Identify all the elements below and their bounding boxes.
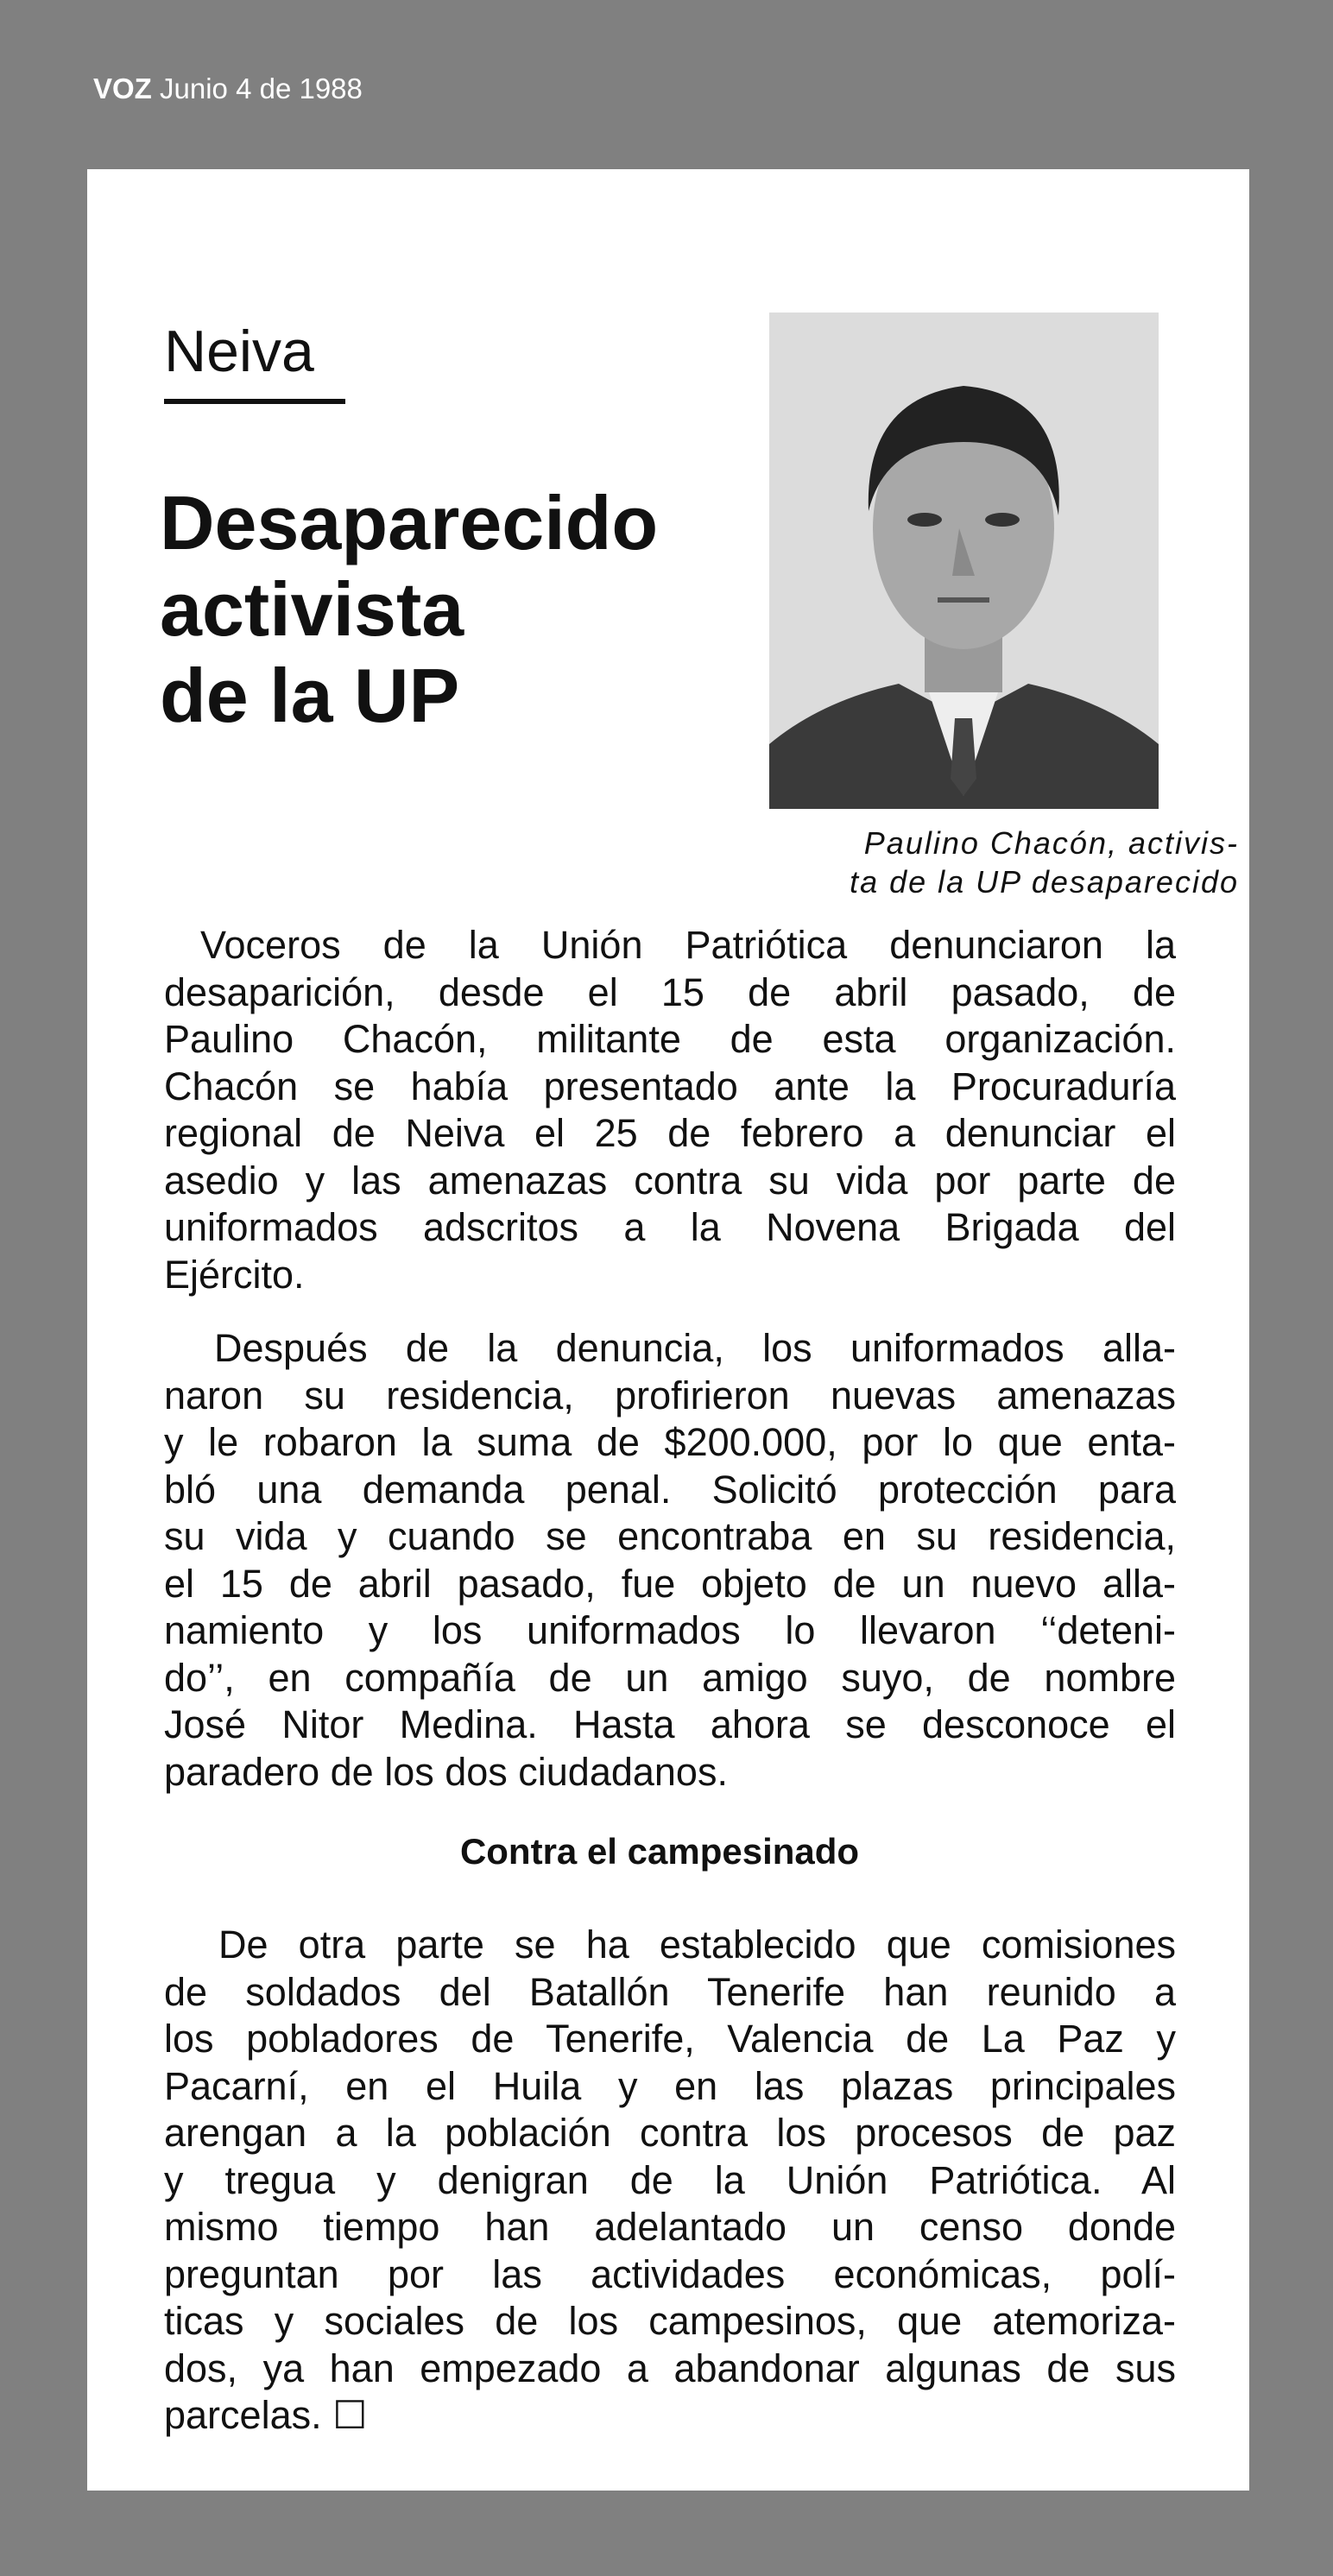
text-line: su vida y cuando se encontraba en su residencia, bbox=[164, 1514, 1176, 1558]
caption-line: ta de la UP desaparecido bbox=[850, 864, 1239, 900]
paragraph-3 bbox=[164, 1922, 1176, 2440]
text-line: naron su residencia, profirieron nuevas amenazas bbox=[164, 1373, 1176, 1417]
text-line: los pobladores de Tenerife, Valencia de La Paz y bbox=[164, 2017, 1176, 2061]
text-line: bló una demanda penal. Solicitó protección para bbox=[164, 1467, 1176, 1512]
headline-line: de la UP bbox=[160, 653, 460, 738]
text-line: Después de la denuncia, los uniformados alla- bbox=[214, 1326, 1176, 1370]
text-line: mismo tiempo han adelantado un censo donde bbox=[164, 2205, 1176, 2249]
text-line: parcelas. ☐ bbox=[164, 2393, 368, 2437]
text-line: José Nitor Medina. Hasta ahora se desconoce el bbox=[164, 1702, 1176, 1746]
text-line: de soldados del Batallón Tenerife han reunido a bbox=[164, 1969, 1176, 2014]
headline-line: activista bbox=[160, 566, 464, 652]
kicker-underline bbox=[164, 399, 345, 404]
text-line: Ejército. bbox=[164, 1252, 305, 1297]
text-line: ticas y sociales de los campesinos, que atemoriza- bbox=[164, 2299, 1176, 2343]
text-line: asedio y las amenazas contra su vida por parte de bbox=[164, 1158, 1176, 1203]
headline-line: Desaparecido bbox=[160, 480, 659, 565]
paragraph-2 bbox=[164, 1325, 1176, 1796]
text-line: Chacón se había presentado ante la Procuraduría bbox=[164, 1064, 1176, 1108]
text-line: regional de Neiva el 25 de febrero a denunciar el bbox=[164, 1111, 1176, 1155]
text-line: y tregua y denigran de la Unión Patriótica. Al bbox=[164, 2157, 1176, 2202]
paragraph-1 bbox=[164, 922, 1176, 1298]
text-line: desaparición, desde el 15 de abril pasado, de bbox=[164, 969, 1176, 1014]
caption-line: Paulino Chacón, activis- bbox=[863, 825, 1239, 861]
text-line: dos, ya han empezado a abandonar algunas de sus bbox=[164, 2346, 1176, 2390]
text-line: namiento y los uniformados lo llevaron ‘‘deteni- bbox=[164, 1608, 1176, 1652]
clipping bbox=[87, 169, 1249, 2491]
headline bbox=[160, 480, 658, 739]
kicker: Neiva bbox=[164, 319, 314, 384]
text-line: Voceros de la Unión Patriótica denunciaron la bbox=[200, 923, 1176, 967]
subheading: Contra el campesinado bbox=[459, 1831, 860, 1872]
publication-date: Junio 4 de 1988 bbox=[160, 73, 363, 104]
text-line: do’’, en compañía de un amigo suyo, de nombre bbox=[164, 1655, 1176, 1700]
publication-name: VOZ bbox=[93, 73, 152, 104]
text-line: arengan a la población contra los procesos de paz bbox=[164, 2111, 1176, 2155]
text-line: Paulino Chacón, militante de esta organización. bbox=[164, 1017, 1176, 1061]
text-line: Pacarní, en el Huila y en las plazas principales bbox=[164, 2063, 1176, 2108]
text-line: el 15 de abril pasado, fue objeto de un nuevo alla- bbox=[164, 1561, 1176, 1606]
portrait-photo bbox=[769, 313, 1159, 809]
text-line: preguntan por las actividades económicas, polí- bbox=[164, 2251, 1176, 2296]
publication-header bbox=[93, 73, 363, 105]
text-line: De otra parte se ha establecido que comisiones bbox=[218, 1923, 1176, 1967]
text-line: uniformados adscritos a la Novena Brigada del bbox=[164, 1205, 1176, 1249]
photo-caption bbox=[692, 824, 1239, 901]
text-line: y le robaron la suma de $200.000, por lo que enta- bbox=[164, 1420, 1176, 1464]
text-line: paradero de los dos ciudadanos. bbox=[164, 1749, 728, 1794]
